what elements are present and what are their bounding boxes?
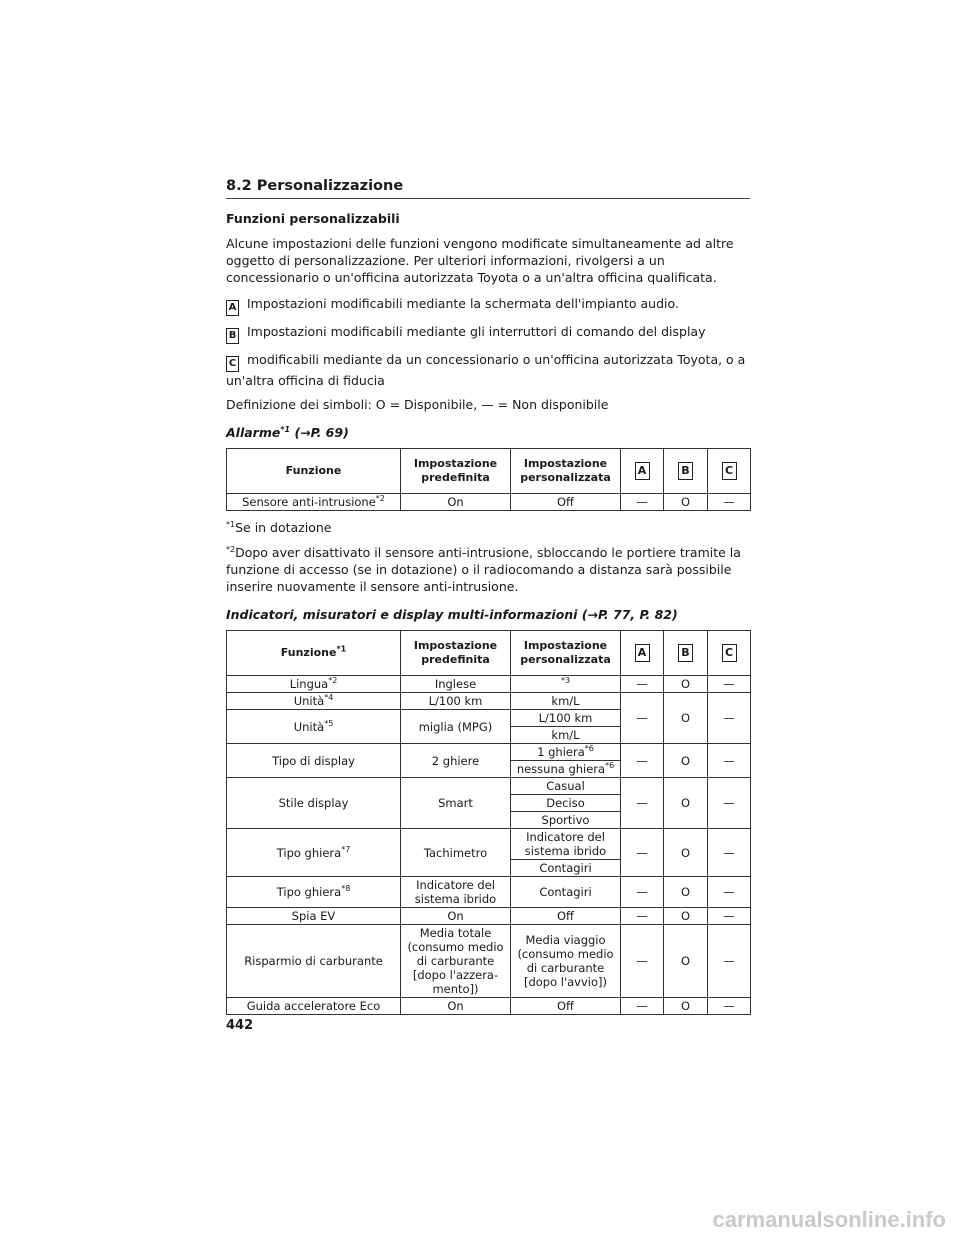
table-row <box>227 829 751 860</box>
cell-default: Media totale (consumo medio di carburante [dopo l'azzera-mento]) <box>401 925 511 998</box>
cell-sup: *6 <box>584 744 594 754</box>
cell-sup: *4 <box>324 693 334 703</box>
header-default: Impostazione predefinita <box>401 449 511 494</box>
cell-a: — <box>621 829 664 877</box>
header-funzione: Funzione <box>227 449 401 494</box>
cell-default: miglia (MPG) <box>401 710 511 744</box>
table1-title-sup: *1 <box>280 424 291 434</box>
cell-custom: km/L <box>511 727 621 744</box>
legend-c <box>226 351 750 389</box>
table1-title-ref: (→P. 69) <box>290 425 349 440</box>
alarm-table <box>226 448 751 511</box>
footnote-text: Se in dotazione <box>235 520 332 535</box>
legend-b-text: Impostazioni modificabili mediante gli interruttori di comando del display <box>247 324 706 339</box>
cell-b: O <box>664 693 708 744</box>
footnote-2 <box>226 544 750 595</box>
cell-funzione <box>227 494 401 511</box>
header-a <box>621 449 664 494</box>
key-c-icon: C <box>226 356 239 372</box>
cell-custom: Off <box>511 998 621 1015</box>
cell-funzione: Tipo di display <box>227 744 401 778</box>
cell-sup: *6 <box>605 761 615 771</box>
key-a-icon: A <box>635 644 650 662</box>
footnote-text: Dopo aver disattivato il sensore anti-intrusione, sbloccando le portiere tramite la funzione di accesso (se in dotazione) o il radiocomando a distanza sarà possibile inserire nuovamente il sensore anti-intrusione. <box>226 545 741 594</box>
cell-a: — <box>621 693 664 744</box>
key-b-icon: B <box>226 328 239 344</box>
page-number: 442 <box>226 1018 254 1033</box>
cell-custom: L/100 km <box>511 710 621 727</box>
manual-page <box>226 178 750 1015</box>
cell-sup: *3 <box>560 676 571 686</box>
key-c-icon: C <box>722 644 737 662</box>
header-b <box>664 449 708 494</box>
cell-funzione <box>227 693 401 710</box>
cell-custom: Sportivo <box>511 812 621 829</box>
cell-a: — <box>621 998 664 1015</box>
cell-c: — <box>708 693 751 744</box>
header-custom: Impostazione personalizzata <box>511 631 621 676</box>
header-a <box>621 631 664 676</box>
cell-default: On <box>401 998 511 1015</box>
cell-text: Lingua <box>289 677 329 691</box>
cell-c: — <box>708 877 751 908</box>
cell-c: — <box>708 998 751 1015</box>
footnote-mark: *1 <box>226 519 236 529</box>
cell-text: Tipo ghiera <box>276 845 342 860</box>
key-a-icon: A <box>226 300 239 316</box>
cell-b: O <box>664 744 708 778</box>
table-row <box>227 494 751 511</box>
cell-custom <box>511 761 621 778</box>
cell-a: — <box>621 676 664 693</box>
cell-c: — <box>708 829 751 877</box>
cell-custom: Deciso <box>511 795 621 812</box>
cell-funzione: Risparmio di carburante <box>227 925 401 998</box>
cell-sup: *7 <box>341 844 351 854</box>
cell-custom: Off <box>511 908 621 925</box>
cell-funzione <box>227 676 401 693</box>
cell-custom: Off <box>511 494 621 511</box>
cell-c: — <box>708 778 751 829</box>
header-b <box>664 631 708 676</box>
table-row <box>227 676 751 693</box>
key-b-icon: B <box>678 644 693 662</box>
cell-text: nessuna ghiera <box>516 762 606 776</box>
cell-funzione: Guida acceleratore Eco <box>227 998 401 1015</box>
cell-funzione <box>227 829 401 877</box>
table-row <box>227 744 751 761</box>
cell-c: — <box>708 676 751 693</box>
header-text: Funzione <box>280 646 337 659</box>
cell-b: O <box>664 998 708 1015</box>
key-b-icon: B <box>678 462 693 480</box>
subsection-title: Funzioni personalizzabili <box>226 211 400 226</box>
cell-a: — <box>621 908 664 925</box>
section-heading: 8.2 Personalizzazione <box>226 178 750 199</box>
cell-c: — <box>708 908 751 925</box>
cell-default: L/100 km <box>401 693 511 710</box>
cell-custom: Indicatore del sistema ibrido <box>511 829 621 860</box>
table-header-row <box>227 449 751 494</box>
cell-custom <box>511 744 621 761</box>
table-row <box>227 908 751 925</box>
cell-custom: Contagiri <box>511 860 621 877</box>
meters-table <box>226 630 751 1015</box>
cell-text: Sensore anti-intrusione <box>242 495 376 509</box>
table-row <box>227 877 751 908</box>
table-row <box>227 693 751 710</box>
table-row <box>227 925 751 998</box>
cell-custom: Contagiri <box>511 877 621 908</box>
cell-sup: *2 <box>375 494 385 504</box>
cell-b: O <box>664 494 708 511</box>
cell-a: — <box>621 925 664 998</box>
cell-default: On <box>401 494 511 511</box>
cell-c: — <box>708 925 751 998</box>
table2-title: Indicatori, misuratori e display multi-informazioni (→P. 77, P. 82) <box>226 607 678 622</box>
cell-text: 1 ghiera <box>537 745 585 759</box>
symbols-definition: Definizione dei simboli: O = Disponibile, — = Non disponibile <box>226 397 609 412</box>
table-header-row <box>227 631 751 676</box>
cell-b: O <box>664 778 708 829</box>
cell-funzione: Stile display <box>227 778 401 829</box>
cell-b: O <box>664 676 708 693</box>
cell-b: O <box>664 829 708 877</box>
cell-default: 2 ghiere <box>401 744 511 778</box>
cell-funzione <box>227 710 401 744</box>
header-custom: Impostazione personalizzata <box>511 449 621 494</box>
key-a-icon: A <box>635 462 650 480</box>
cell-default: Inglese <box>401 676 511 693</box>
key-c-icon: C <box>722 462 737 480</box>
cell-custom: Casual <box>511 778 621 795</box>
cell-b: O <box>664 877 708 908</box>
cell-sup: *2 <box>328 676 338 686</box>
table-row <box>227 778 751 795</box>
cell-text: Unità <box>293 719 325 734</box>
intro-paragraph: Alcune impostazioni delle funzioni vengono modificate simultaneamente ad altre oggetto di personalizzazione. Per ulteriori informazioni, rivolgersi a un concessionario o un'officina autorizzata Toyota o a un'altra officina qualificata. <box>226 236 734 285</box>
cell-default: On <box>401 908 511 925</box>
cell-funzione <box>227 877 401 908</box>
cell-funzione: Spia EV <box>227 908 401 925</box>
footnote-mark: *2 <box>226 544 236 554</box>
cell-text: Tipo ghiera <box>276 885 342 899</box>
table-row <box>227 998 751 1015</box>
cell-c: — <box>708 744 751 778</box>
cell-custom: km/L <box>511 693 621 710</box>
header-sup: *1 <box>336 644 347 654</box>
cell-a: — <box>621 744 664 778</box>
table1-title-main: Allarme <box>226 425 281 440</box>
legend-b <box>226 323 750 344</box>
header-default: Impostazione predefinita <box>401 631 511 676</box>
legend-c-text: modificabili mediante da un concessionario o un'officina autorizzata Toyota, o a un'altra officina di fiducia <box>226 352 746 388</box>
cell-sup: *5 <box>324 718 334 728</box>
watermark: carmanualsonline.info <box>712 1207 946 1232</box>
legend-a-text: Impostazioni modificabili mediante la schermata dell'impianto audio. <box>247 296 679 311</box>
cell-b: O <box>664 908 708 925</box>
cell-text: Unità <box>293 694 325 708</box>
cell-custom <box>511 676 621 693</box>
cell-default: Indicatore del sistema ibrido <box>401 877 511 908</box>
cell-default: Tachimetro <box>401 829 511 877</box>
header-funzione <box>227 631 401 676</box>
cell-custom: Media viaggio (consumo medio di carburante [dopo l'avvio]) <box>511 925 621 998</box>
header-c <box>708 631 751 676</box>
cell-b: O <box>664 925 708 998</box>
footnote-1 <box>226 519 750 536</box>
table1-title <box>226 425 750 440</box>
cell-sup: *8 <box>341 884 351 894</box>
cell-a: — <box>621 778 664 829</box>
cell-c: — <box>708 494 751 511</box>
cell-a: — <box>621 494 664 511</box>
header-c <box>708 449 751 494</box>
cell-default: Smart <box>401 778 511 829</box>
cell-a: — <box>621 877 664 908</box>
legend-a <box>226 295 750 316</box>
